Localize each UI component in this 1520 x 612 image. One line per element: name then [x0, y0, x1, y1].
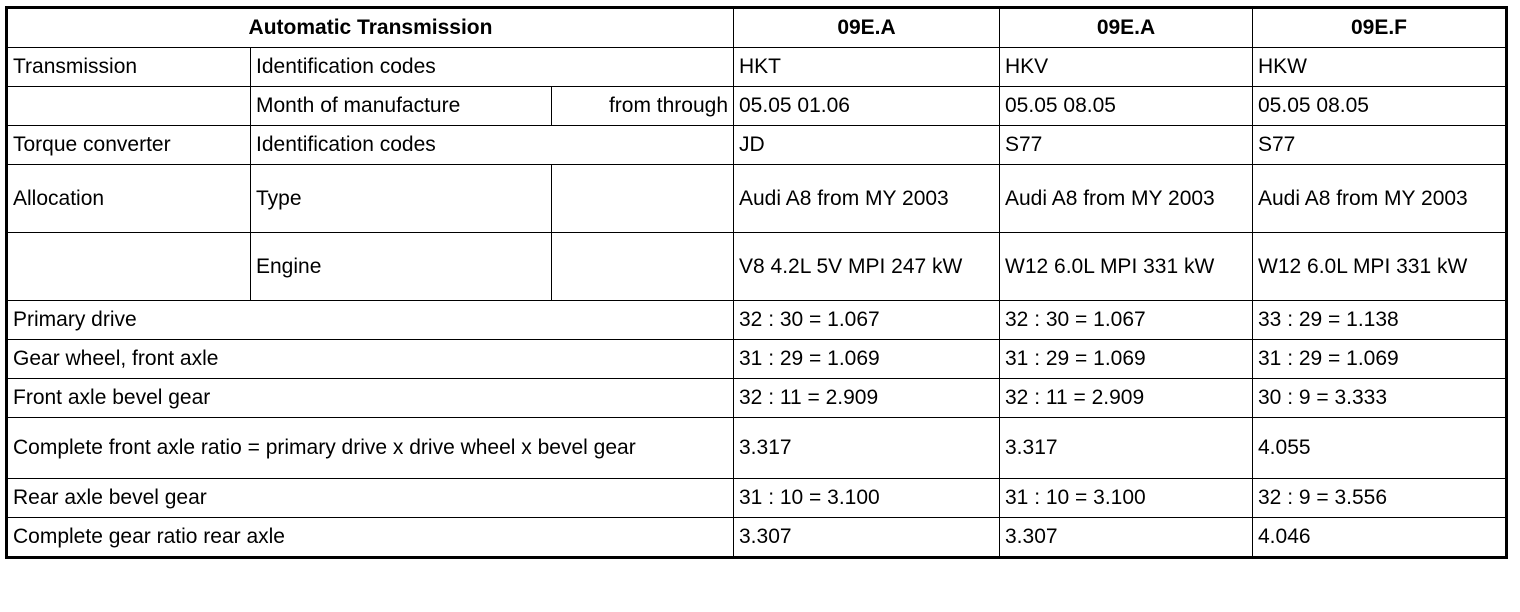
cell-value: 3.307 [734, 518, 1000, 558]
cell-value: 30 : 9 = 3.333 [1253, 379, 1507, 418]
row-label: Identification codes [251, 126, 734, 165]
table-row [7, 165, 1507, 233]
empty-cell [552, 165, 734, 233]
row-sublabel: from through [552, 87, 734, 126]
cell-value: Audi A8 from MY 2003 [734, 165, 1000, 233]
cell-value: 31 : 29 = 1.069 [1000, 340, 1253, 379]
empty-cell [552, 233, 734, 301]
cell-value: 3.317 [1000, 418, 1253, 479]
table-row [7, 340, 1507, 379]
row-group-label: Transmission [7, 48, 251, 87]
table-row [7, 379, 1507, 418]
cell-value: 31 : 29 = 1.069 [734, 340, 1000, 379]
cell-value: 32 : 30 = 1.067 [1000, 301, 1253, 340]
cell-value: 05.05 08.05 [1000, 87, 1253, 126]
cell-value: 31 : 10 = 3.100 [1000, 479, 1253, 518]
header-row [7, 8, 1507, 48]
cell-value: 32 : 9 = 3.556 [1253, 479, 1507, 518]
cell-value: 4.046 [1253, 518, 1507, 558]
row-group-label: Torque converter [7, 126, 251, 165]
table-row [7, 301, 1507, 340]
cell-value: 33 : 29 = 1.138 [1253, 301, 1507, 340]
table-row [7, 233, 1507, 301]
table-row [7, 126, 1507, 165]
row-label: Month of manufacture [251, 87, 552, 126]
row-label: Front axle bevel gear [7, 379, 734, 418]
cell-value: 32 : 11 = 2.909 [734, 379, 1000, 418]
cell-value: W12 6.0L MPI 331 kW [1253, 233, 1507, 301]
cell-value: 31 : 10 = 3.100 [734, 479, 1000, 518]
row-label: Type [251, 165, 552, 233]
row-label: Rear axle bevel gear [7, 479, 734, 518]
row-label: Complete front axle ratio = primary drive x drive wheel x bevel gear [7, 418, 734, 479]
cell-value: Audi A8 from MY 2003 [1000, 165, 1253, 233]
cell-value: 31 : 29 = 1.069 [1253, 340, 1507, 379]
column-header: 09E.F [1253, 8, 1507, 48]
cell-value: S77 [1000, 126, 1253, 165]
table-row [7, 518, 1507, 558]
cell-value: V8 4.2L 5V MPI 247 kW [734, 233, 1000, 301]
transmission-spec-table [5, 6, 1508, 559]
cell-value: W12 6.0L MPI 331 kW [1000, 233, 1253, 301]
cell-value: 4.055 [1253, 418, 1507, 479]
table-title: Automatic Transmission [7, 8, 734, 48]
column-header: 09E.A [734, 8, 1000, 48]
table-row [7, 418, 1507, 479]
cell-value: 05.05 01.06 [734, 87, 1000, 126]
cell-value: 05.05 08.05 [1253, 87, 1507, 126]
cell-value: 3.307 [1000, 518, 1253, 558]
table-row [7, 87, 1507, 126]
row-label: Complete gear ratio rear axle [7, 518, 734, 558]
cell-value: S77 [1253, 126, 1507, 165]
row-label: Identification codes [251, 48, 734, 87]
table-row [7, 48, 1507, 87]
column-header: 09E.A [1000, 8, 1253, 48]
table-row [7, 479, 1507, 518]
row-label: Primary drive [7, 301, 734, 340]
empty-cell [7, 233, 251, 301]
cell-value: 3.317 [734, 418, 1000, 479]
cell-value: HKW [1253, 48, 1507, 87]
row-label: Gear wheel, front axle [7, 340, 734, 379]
empty-cell [7, 87, 251, 126]
cell-value: 32 : 11 = 2.909 [1000, 379, 1253, 418]
cell-value: JD [734, 126, 1000, 165]
row-group-label: Allocation [7, 165, 251, 233]
cell-value: 32 : 30 = 1.067 [734, 301, 1000, 340]
cell-value: HKV [1000, 48, 1253, 87]
cell-value: HKT [734, 48, 1000, 87]
cell-value: Audi A8 from MY 2003 [1253, 165, 1507, 233]
row-label: Engine [251, 233, 552, 301]
